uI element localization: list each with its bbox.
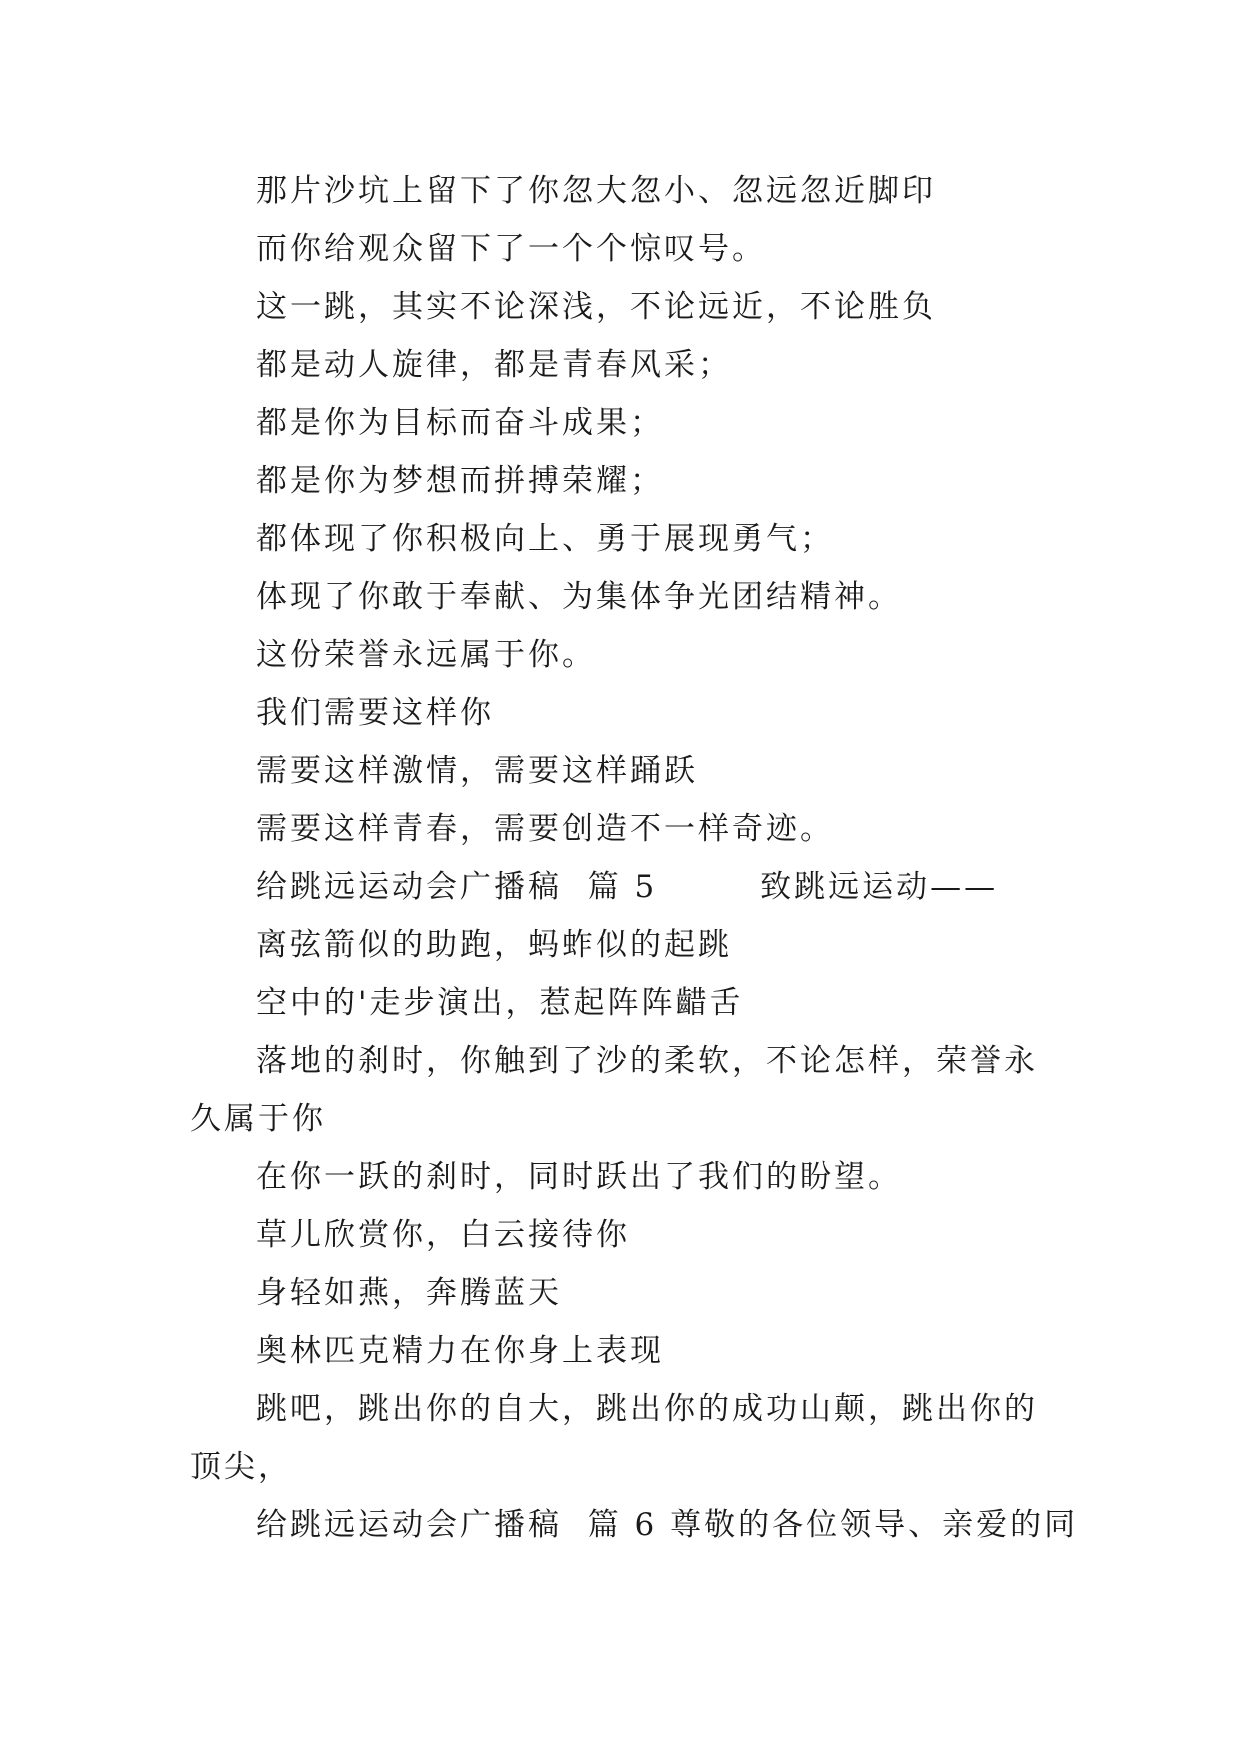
text-line: 我们需要这样你 [256, 695, 494, 731]
text-line: 需要这样激情，需要这样踊跃 [256, 753, 698, 789]
text-line: 体现了你敢于奉献、为集体争光团结精神。 [256, 579, 902, 615]
text-line: 空中的'走步演出，惹起阵阵齰舌 [256, 985, 744, 1021]
text-line: 离弦箭似的助跑，蚂蚱似的起跳 [256, 927, 732, 963]
text-line: 奥林匹克精力在你身上表现 [256, 1333, 664, 1369]
text-line: 这份荣誉永远属于你。 [256, 637, 596, 673]
text-line: 都是动人旋律，都是青春风采； [256, 347, 732, 383]
text-line: 那片沙坑上留下了你忽大忽小、忽远忽近脚印 [256, 173, 936, 209]
text-line: 在你一跃的刹时，同时跃出了我们的盼望。 [256, 1159, 902, 1195]
section-heading-6: 给跳远运动会广播稿 篇 6 尊敬的各位领导、亲爱的同 [256, 1507, 1079, 1543]
text-paragraph: 落地的刹时，你触到了沙的柔软，不论怎样，荣誉永久属于你 [190, 1043, 1038, 1137]
text-line: 而你给观众留下了一个个惊叹号。 [256, 231, 766, 267]
body-text [190, 162, 1079, 1554]
text-line: 身轻如燕，奔腾蓝天 [256, 1275, 562, 1311]
text-line: 这一跳，其实不论深浅，不论远近，不论胜负 [256, 289, 936, 325]
text-line: 都是你为梦想而拼搏荣耀； [256, 463, 664, 499]
section-heading-5: 给跳远运动会广播稿 篇 5 致跳远运动—— [256, 869, 999, 905]
text-line: 都体现了你积极向上、勇于展现勇气； [256, 521, 834, 557]
text-paragraph: 跳吧，跳出你的自大，跳出你的成功山颠，跳出你的顶尖， [190, 1391, 1038, 1485]
text-line: 草儿欣赏你，白云接待你 [256, 1217, 630, 1253]
text-line: 需要这样青春，需要创造不一样奇迹。 [256, 811, 834, 847]
text-line: 都是你为目标而奋斗成果； [256, 405, 664, 441]
